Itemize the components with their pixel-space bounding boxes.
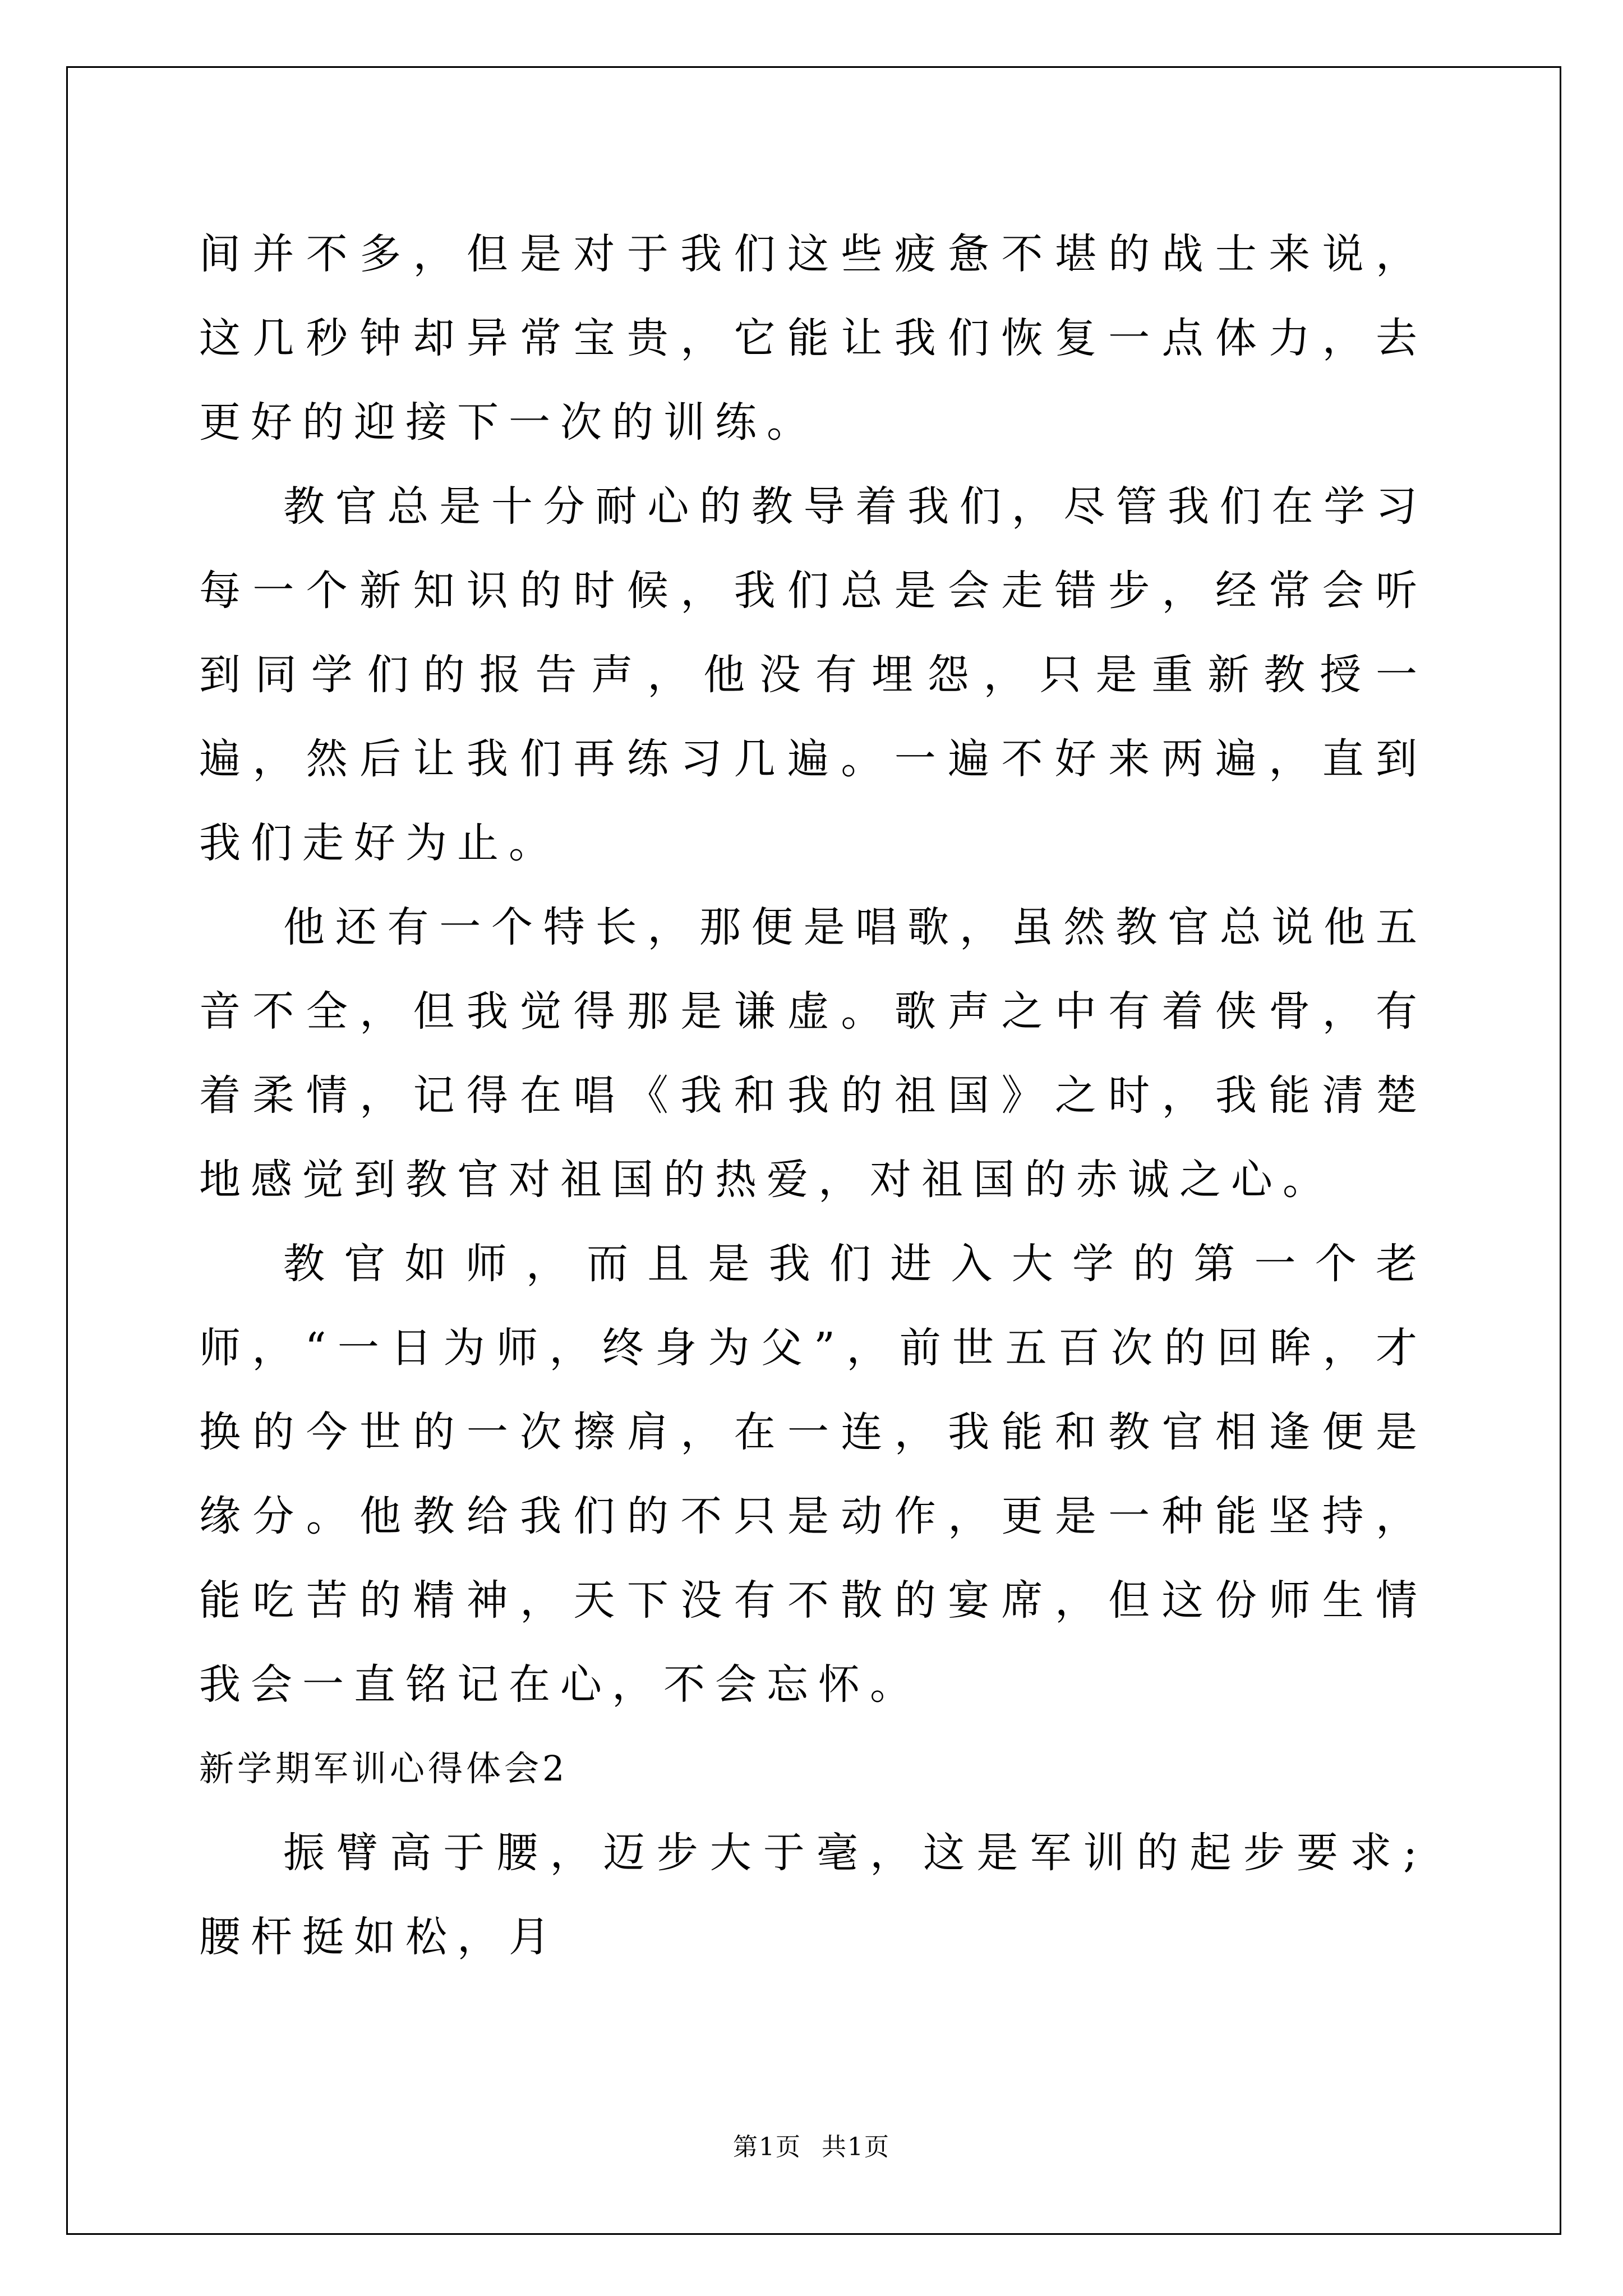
paragraph-continued: 间并不多，但是对于我们这些疲惫不堪的战士来说，这几秒钟却异常宝贵，它能让我们恢复一点体力，去更好的迎接下一次的训练。 <box>199 230 1427 447</box>
page-number: 第1页 <box>733 2133 801 2161</box>
page-footer <box>0 2131 1623 2164</box>
paragraph-instructor-singing: 他还有一个特长，那便是唱歌，虽然教官总说他五音不全，但我觉得那是谦虚。歌声之中有着侠骨，有着柔情，记得在唱《我和我的祖国》之时，我能清楚地感觉到教官对祖国的热爱，对祖国的赤诚之心。 <box>199 903 1427 1204</box>
paragraph-instructor-patience: 教官总是十分耐心的教导着我们，尽管我们在学习每一个新知识的时候，我们总是会走错步，经常会听到同学们的报告声，他没有埋怨，只是重新教授一遍，然后让我们再练习几遍。一遍不好来两遍，直到我们走好为止。 <box>199 482 1427 867</box>
page-total: 共1页 <box>822 2133 890 2161</box>
section-heading: 新学期军训心得体会2 <box>199 1748 568 1789</box>
paragraph-instructor-as-teacher: 教官如师，而且是我们进入大学的第一个老师，“一日为师，终身为父”，前世五百次的回眸，才换的今世的一次擦肩，在一连，我能和教官相逢便是缘分。他教给我们的不只是动作，更是一种能坚持，能吃苦的精神，天下没有不散的宴席，但这份师生情我会一直铭记在心，不会忘怀。 <box>199 1240 1427 1709</box>
paragraph-section-two-start: 振臂高于腰，迈步大于毫，这是军训的起步要求;腰杆挺如松，月 <box>199 1829 1427 1961</box>
document-body <box>199 212 1427 1979</box>
